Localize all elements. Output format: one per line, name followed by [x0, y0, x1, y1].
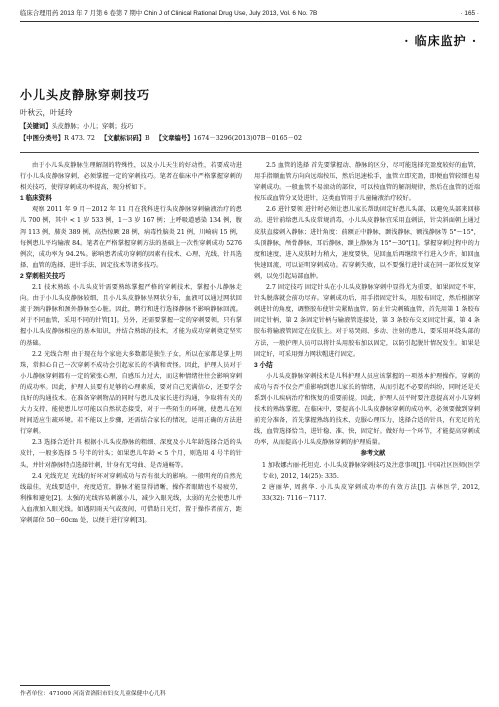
paragraph-2-7: 2.7 固定技巧 固定针头在小儿头皮静脉穿刺中显得尤为重要，如果固定不牢，针头脱落就会前功尽弃。穿刺成功后，用手指固定针头，用胶布固定，然后根据穿刺进针的角度，调整胶布使针尖紧贴血管，防止针尖刺破血管，首先用第 1 条胶布固定针柄，第 2 条固定针柄与输液管连接处，第 3 条胶布交叉固定针翼，第 4 条胶布将输液管固定在皮肤上。对于易哭闹、多动、注射的患儿，要采用环绕头部的方法，一般护理人员可以将针头用胶布加以固定，以防引起脱针情况发生。如果是固定好，可采用弹力网状帽进行固定。 [254, 284, 480, 358]
keywords: 头皮静脉；小儿；穿刺；技巧 [51, 123, 134, 130]
header-rule [20, 21, 479, 22]
doc-code-label: 【文献标识码】 [100, 135, 145, 142]
meta-rule [20, 152, 479, 153]
keywords-label: 【关键词】 [20, 123, 52, 130]
left-column [20, 160, 242, 526]
classification-line [20, 134, 490, 144]
heading-techniques: 2 穿刺相关技巧 [20, 272, 66, 280]
right-column [254, 160, 480, 504]
footnote-rule [20, 685, 110, 686]
references-heading: 参考文献 [360, 450, 386, 458]
paragraph-clinical-data: 观察 2011 年 9 月－2012 年 11 月在我科进行头皮静脉穿刺输液治疗的患儿 700 例，其中 < 1 岁 533 例，1－3 岁 167 例；上呼吸道感染 134 例，腹泻 113 例，肺炎 389 例，高热惊厥 28 例，病毒性脑炎 21 例，川崎病 15 例，每例患儿平均输液 84。笔者在严格掌握穿刺方法的基础上一次性穿刺成功 5276 例次，成功率为 94.2%。影响患者成功穿刺的因素有技术、心理、光线、针具选择、血管的选择、进针手法、固定技术等诸多技巧。 [20, 206, 242, 269]
doc-code: B [144, 135, 150, 142]
author-affiliation: 作者单位：471000 河南省洛阳市妇女儿童保健中心儿科 [20, 691, 166, 697]
reference-2: 2 唐丽华, 周燕华. 小儿头皮穿刺成功率的有效方法[J]. 吉林医学, 2012, 33(32): 7116－7117. [262, 483, 480, 502]
article-authors: 叶秋云，叶延玲 [20, 108, 73, 117]
paragraph-2-1: 2.1 技术熟练 小儿头皮针需要熟练掌握严格的穿刺技术，掌握小儿静脉走向。由于小儿头皮静脉较细，且小儿头皮静脉呈网状分布，血液可以通过网状回流于颈内静脉和颈外静脉至心脏。因此，聘行和进行选择静脉不影响静脉回流。对于不同血管，采用不同的针管[1]。另外，还需要掌握一定的穿刺要领，只有掌握小儿头皮静脉相应的基本知识，并结合熟练的技术，才能为成功穿刺奠定坚实的基础。 [20, 284, 242, 347]
clc-code: R 473. 72 [64, 135, 95, 142]
running-head-text: 临床合理用药 2013 年 7 月第 6 卷第 7 期中 Chin J of Clinical Rational Drug Use, July 2013, Vol. 6 No. 7B [20, 10, 318, 17]
paragraph-summary: 小儿头皮静脉穿刺技术是儿科护理人员应该掌握的一项基本护理操作。穿刺的成功与否不仅会严重影响到患儿家长的情绪，从而引起不必要的纠纷，同时还是关系到小儿疾病治疗和恢复的重要前提。因此，护理人员平时要注意提高对小儿穿刺技术的熟练掌握，在临床中，要提高小儿头皮静脉穿刺的成功率，必须要做到穿刺前充分准备，首先掌握熟练的技术，克服心理压力，选择合适的针具，有充足的光线，血管选择恰当，进针稳、准、快，固定好。做好每一个环节，才能提高穿刺成功率，从而提高小儿头皮静脉穿刺的护理质量。 [254, 372, 480, 447]
reference-1: 1 加收娜古丽·托坦克. 小儿头皮静脉穿刺技巧及注意事项[J]. 中国社区医师(医学专业), 2012, 14(25): 335. [262, 461, 480, 480]
paragraph-2-6: 2.6 进针要领 进针时必须让患儿家长帮助固定好患儿头部，以避免头部来回移动。进针前给患儿头皮常规消毒，小儿头皮静脉宜采用直刺法，针尖斜面朝上通过皮肤直接刺入静脉；进针角度：前额正中静脉，颞浅静脉，额浅静脉等 5°～15°，头顶静脉，颅骨静脉，耳后静脉，颞上静脉为 15°～30°[1]。掌握穿刺过程中的力度和速度，进入皮肤时力稍大，速度要快，见回血后再继续平行进入少许，如回血快速回流，可以证明穿刺成功。若穿刺失败，以不要强行进针或在同一部位反复穿刺，以免引起局部血肿。 [254, 206, 480, 280]
paragraph-2-3: 2.3 选择合适针具 根据小儿头皮静脉的粗细、深度及小儿年龄选择合适的头皮针，一般多选择 5 号半的针头；如果患儿年龄 < 5 个月，则选用 4 号半的针头，并针对静脉特点选择针刺，针身有无弯曲、是否通畅等。 [20, 439, 242, 469]
paragraph-2-2: 2.2 光线合理 由于现在每个家庭大多数都是独生子女，所以在家都是掌上明珠，常担心自己一次穿刺不成功会引起家长的不满和责怪。因此，护理人员对于小儿静脉穿刺都有一定的紧张心理，自感压力过大，而这种情绪往往会影响穿刺的成功率。因此，护理人员要有足够的心理素质，要对自己充满信心，还要学会良好的沟通技术。在准备穿刺物品的同时与患儿及家长进行沟通，争取将有关的大力支持、能使患儿尽可能以自然状态接受，对于一些陌生的环境，使患儿在短时间适应生疏环境。若不能以上步骤，还需结合家长的情况，运用正确的方法进行穿刺。 [20, 350, 242, 436]
article-id-label: 【文章编号】 [155, 135, 194, 142]
keywords-line [20, 122, 490, 132]
article-title: 小儿头皮静脉穿刺技巧 [20, 88, 151, 102]
clc-label: 【中图分类号】 [20, 135, 65, 142]
paragraph-2-4: 2.4 光线充足 光线的好坏对穿刺成功与否有很大的影响。一般明亮的自然光线最佳，光线要适中，亮度适宜，静脉才能显得清晰，操作者眼睛也不易疲劳，利推和避免[2]。太强的光线容易刺激小儿，减少入眼光线，太弱的光会使患儿并入血液加入眼光线。如遇阴雨天气或夜间，可借助日光灯，置于操作者前方，距穿刺部位 50－60cm 处，以便于进行穿刺[3]。 [20, 472, 242, 524]
article-id: 1674－3296(2013)07B－0165－02 [193, 135, 302, 142]
heading-clinical-data: 1 临床资料 [20, 195, 52, 203]
running-head [20, 8, 479, 20]
intro-paragraph: 由于小儿头皮静脉生理解剖的特殊性，以及小儿天生的好动性，若要成功进行小儿头皮静脉穿刺，必须掌握一定的穿刺技巧。笔者在临床中严格掌握穿刺的相关技巧，使得穿刺成功率提高，现分析如下。 [20, 162, 242, 192]
section-banner: · 临床监护 · [404, 34, 477, 48]
paragraph-2-5: 2.5 血管的选择 首先要掌握动、静脉的区分，尽可能选择充盈度较好的血管，用手指顺血管方向向远端按压，然后迅速松手，血管立即充盈，即便血管较细也易穿刺成功。一般血管不易滚动的部位，可以按血管的解剖规律，然后在血管的近端按压或血管分叉处进针，这类血管用于儿童输液治疗较好。 [254, 162, 480, 203]
page-number: · 165 · [460, 10, 479, 17]
heading-summary: 3 小结 [254, 361, 273, 369]
